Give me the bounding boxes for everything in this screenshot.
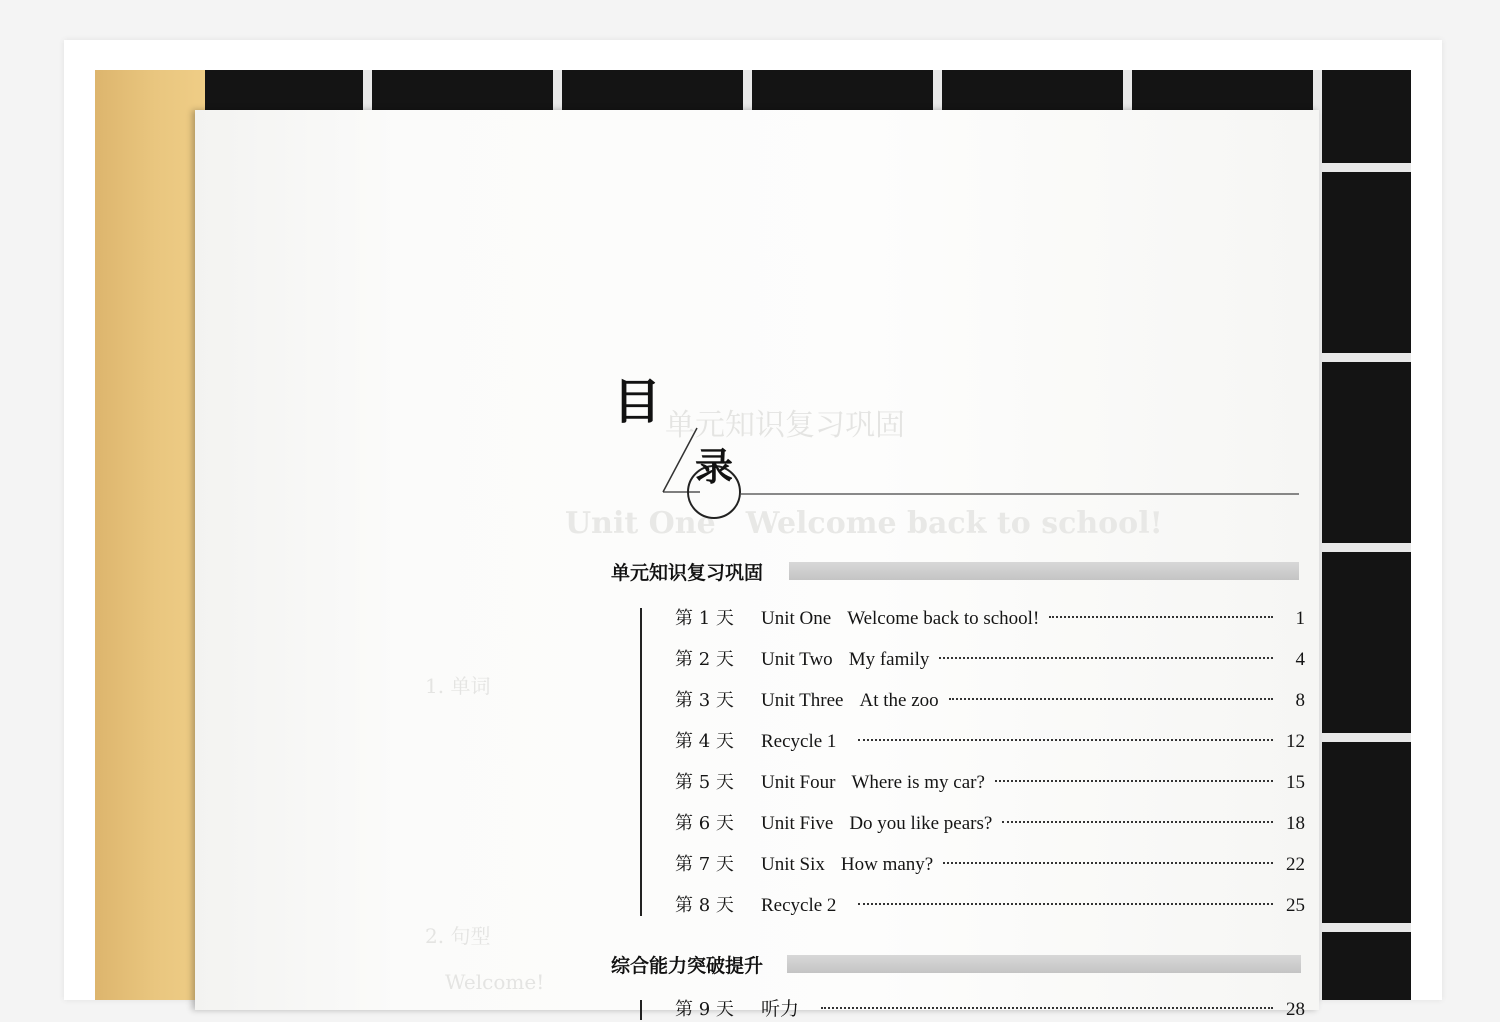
toc-entry[interactable] xyxy=(675,809,1305,837)
toc-title-first-char: 目 xyxy=(613,374,662,430)
photo-background xyxy=(95,70,1411,1020)
bleed-text-2: Welcome! xyxy=(445,970,545,994)
entry-unit: Recycle 2 xyxy=(761,895,837,916)
section-heading-comprehensive: 综合能力突破提升 xyxy=(611,955,764,977)
toc-entry[interactable] xyxy=(675,645,1305,673)
entry-page: 15 xyxy=(1286,772,1305,793)
entry-page: 1 xyxy=(1295,608,1305,629)
toc-entry[interactable] xyxy=(675,994,1305,1022)
entry-day: 第 6 天 xyxy=(675,813,734,834)
leader-dots xyxy=(995,780,1273,782)
leader-dots xyxy=(949,698,1273,700)
entry-unit: Unit Four xyxy=(761,772,836,793)
leader-dots xyxy=(943,862,1273,864)
entry-day: 第 1 天 xyxy=(675,608,734,629)
leader-dots xyxy=(858,903,1273,905)
entry-page: 25 xyxy=(1286,895,1305,916)
leader-dots xyxy=(821,1007,1273,1009)
leader-dots xyxy=(1002,821,1273,823)
photo-frame xyxy=(64,40,1442,1020)
section-vertical-rule xyxy=(640,1000,642,1020)
entry-day: 第 8 天 xyxy=(675,895,734,916)
entry-day: 第 4 天 xyxy=(675,731,734,752)
entry-page: 28 xyxy=(1286,999,1305,1020)
bleed-section-title: 单元知识复习巩固 xyxy=(665,408,905,443)
section-bar xyxy=(789,562,1299,580)
entry-subtitle: My family xyxy=(848,649,930,670)
entry-day: 第 7 天 xyxy=(675,854,734,875)
section-vertical-rule xyxy=(640,608,642,916)
entry-subtitle: Where is my car? xyxy=(851,772,985,793)
toc-entry[interactable] xyxy=(675,768,1305,796)
entry-subtitle: Do you like pears? xyxy=(849,813,993,834)
entry-day: 第 9 天 xyxy=(675,999,734,1020)
entry-unit: 听力 xyxy=(761,999,800,1020)
entry-unit: Recycle 1 xyxy=(761,731,837,752)
entry-subtitle: At the zoo xyxy=(859,690,939,711)
section-heading-review: 单元知识复习巩固 xyxy=(611,562,764,584)
entry-page: 4 xyxy=(1295,649,1305,670)
leader-dots xyxy=(939,657,1273,659)
book-page xyxy=(195,110,1319,1020)
entry-unit: Unit Six xyxy=(761,854,825,875)
entry-day: 第 2 天 xyxy=(675,649,734,670)
title-ornament xyxy=(635,370,1325,530)
entry-day: 第 5 天 xyxy=(675,772,734,793)
toc-entry[interactable] xyxy=(675,891,1305,919)
leader-dots xyxy=(858,739,1273,741)
toc-title-second-char: 录 xyxy=(695,444,734,489)
kraft-cover xyxy=(95,70,205,1000)
entry-page: 8 xyxy=(1295,690,1305,711)
toc-entry[interactable] xyxy=(675,850,1305,878)
toc-entry[interactable] xyxy=(675,727,1305,755)
entry-unit: Unit Two xyxy=(761,649,833,670)
entry-page: 22 xyxy=(1286,854,1305,875)
toc-entry[interactable] xyxy=(675,604,1305,632)
entry-subtitle: How many? xyxy=(840,854,934,875)
entry-page: 12 xyxy=(1286,731,1305,752)
bleed-unit-title: Unit One Welcome back to school! xyxy=(565,506,1163,541)
entry-subtitle: Welcome back to school! xyxy=(847,608,1040,629)
section-bar xyxy=(787,955,1301,973)
entry-unit: Unit One xyxy=(761,608,832,629)
entry-day: 第 3 天 xyxy=(675,690,734,711)
bleed-text-1: 1. 单词 xyxy=(425,674,491,698)
entry-unit: Unit Three xyxy=(761,690,844,711)
entry-page: 18 xyxy=(1286,813,1305,834)
leader-dots xyxy=(1049,616,1273,618)
bleed-text-3: 2. 句型 xyxy=(425,924,491,948)
entry-unit: Unit Five xyxy=(761,813,834,834)
toc-entry[interactable] xyxy=(675,686,1305,714)
